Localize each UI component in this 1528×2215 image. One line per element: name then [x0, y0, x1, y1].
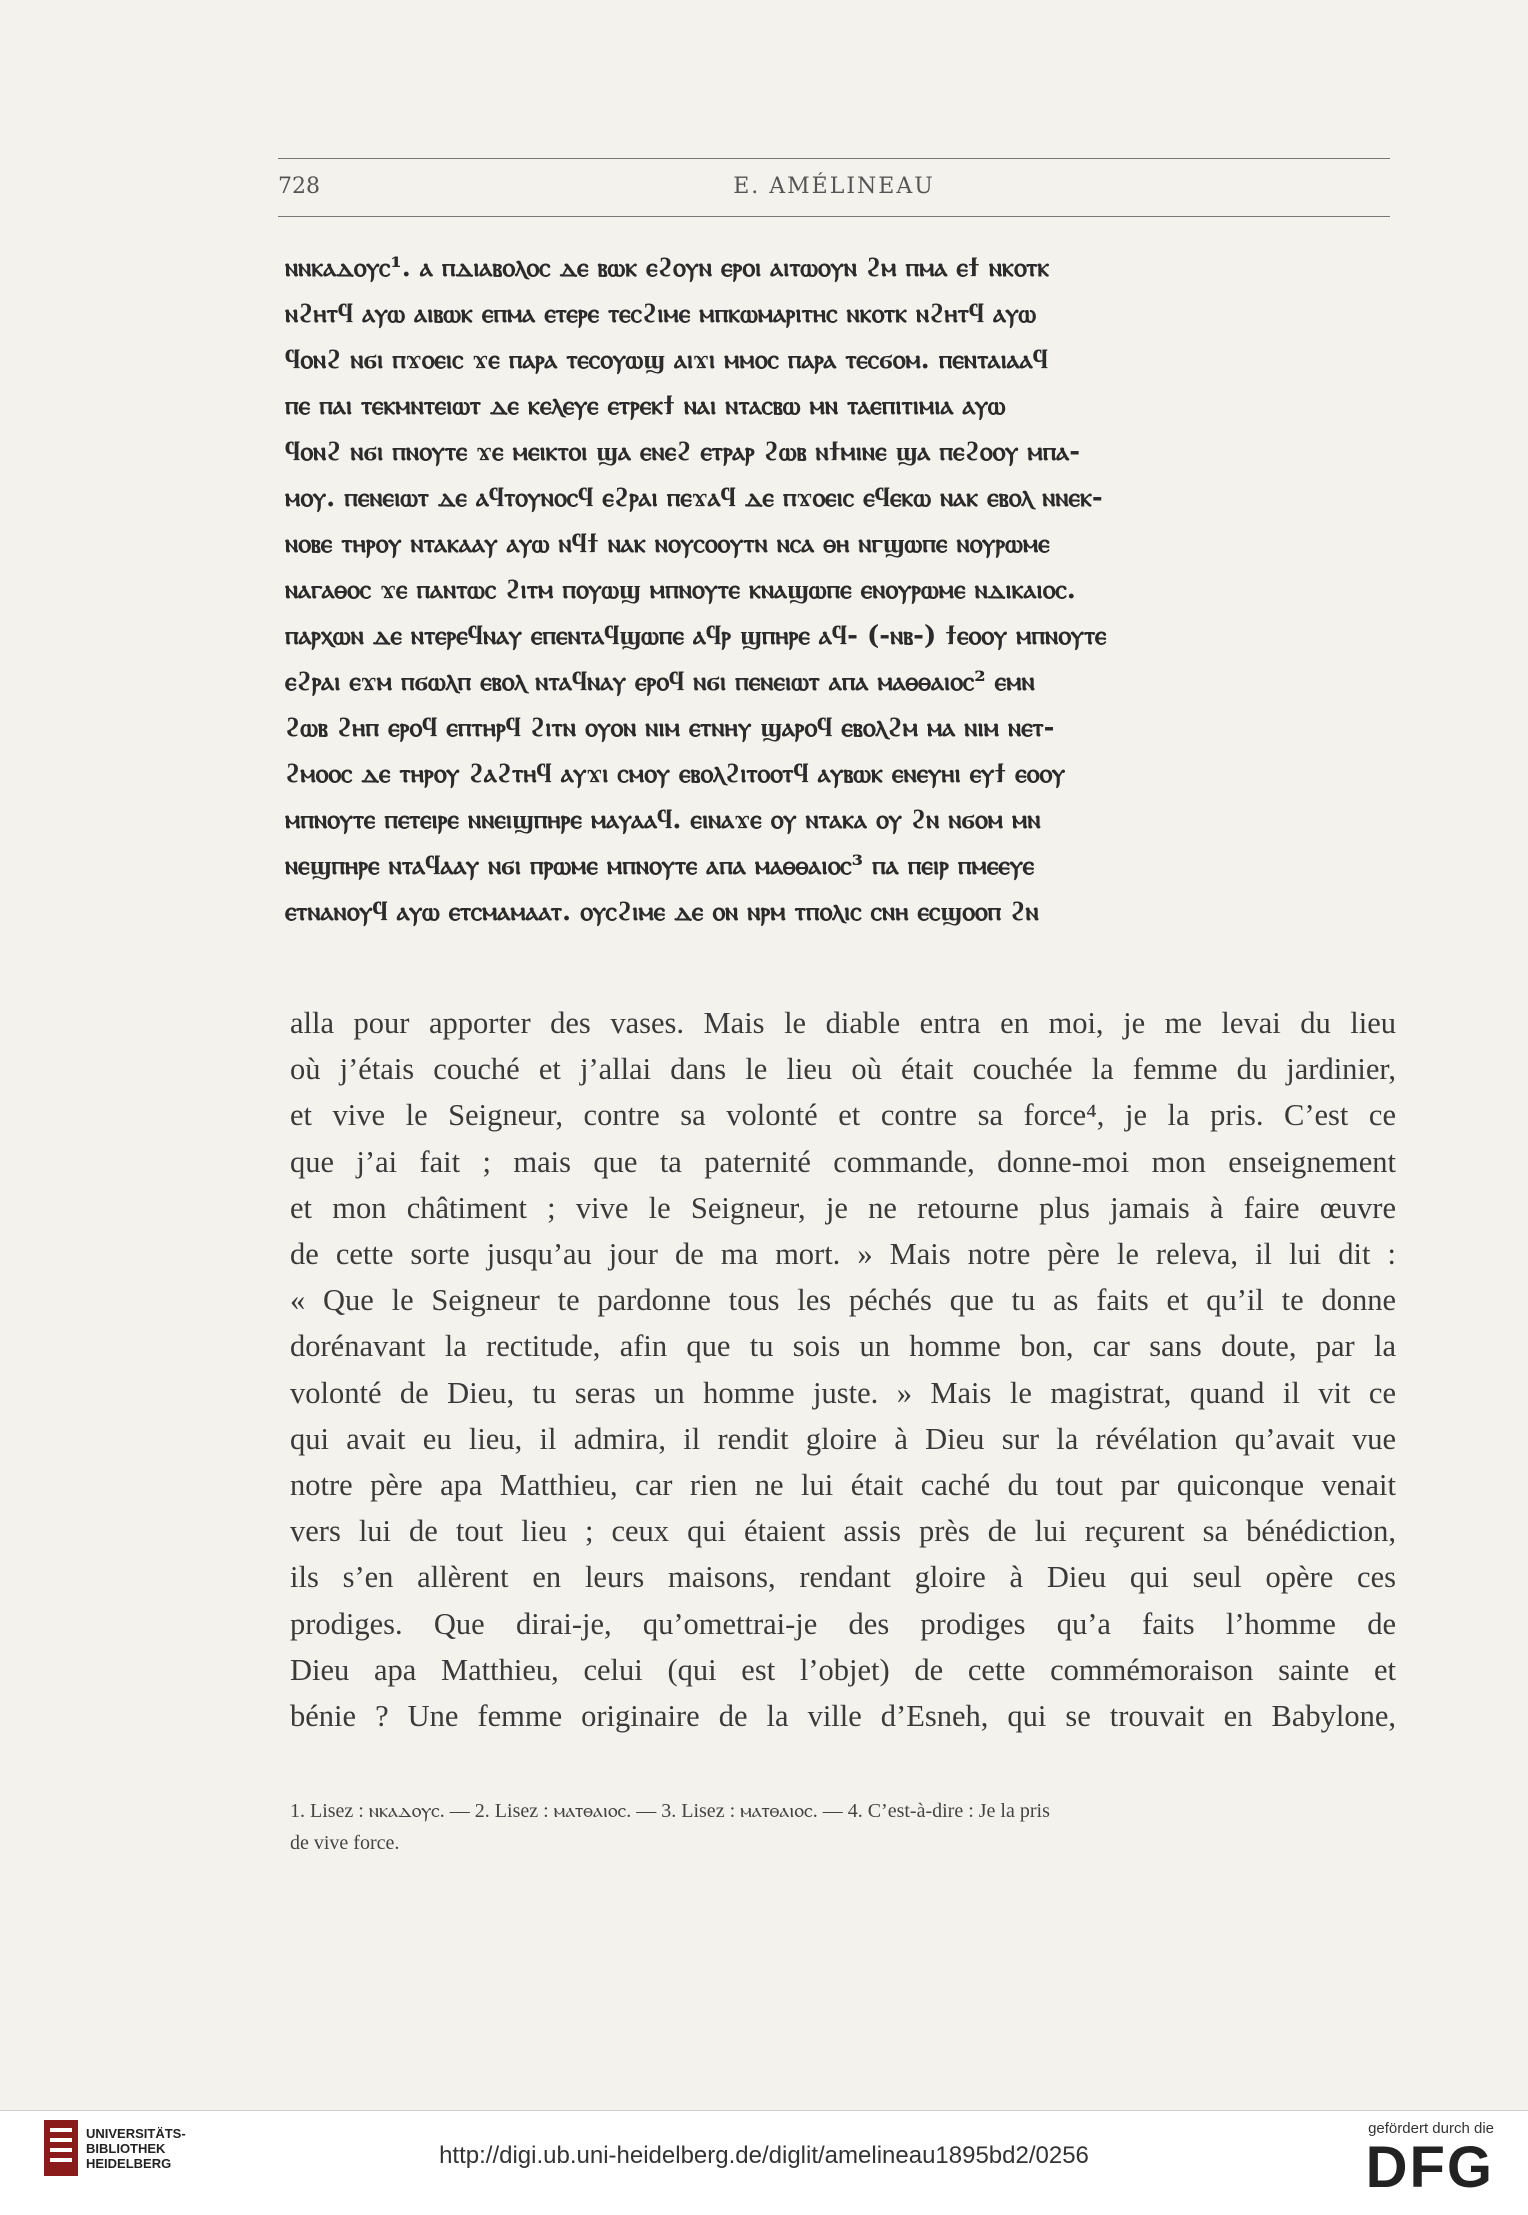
page-number: 728 — [278, 174, 320, 199]
french-line: et mon châtiment ; vive le Seigneur, je ne retourne plus jamais à faire œuvre — [290, 1190, 1396, 1225]
coptic-line: ⲙⲡⲛⲟⲩⲧⲉ ⲡⲉⲧⲉⲓⲣⲉ ⲛⲛⲉⲓϣⲡⲏⲣⲉ ⲙⲁⲩⲁⲁϥ. ⲉⲓⲛⲁϫⲉ ⲟⲩ ⲛⲧⲁⲕⲁ ⲟⲩ ϩⲛ ⲛϭⲟⲙ ⲙⲛ — [285, 805, 1041, 835]
coptic-line: ⲛⲟⲃⲉ ⲧⲏⲣⲟⲩ ⲛⲧⲁⲕⲁⲁⲩ ⲁⲩⲱ ⲛϥϯ ⲛⲁⲕ ⲛⲟⲩⲥⲟⲟⲩⲧⲛ ⲛⲥⲁ ⲑⲏ ⲛⲅϣⲱⲡⲉ ⲛⲟⲩⲣⲱⲙⲉ — [285, 529, 1050, 559]
footnote-line: 1. Lisez : ⲛⲕⲁⲇⲟⲩⲥ. — 2. Lisez : ⲙⲁⲧⲑⲁⲓⲟⲥ. — 3. Lisez : ⲙⲁⲧⲑⲁⲓⲟⲥ. — 4. C’est-à-dire : Je la pris — [290, 1800, 1050, 1822]
french-translation-block — [290, 1000, 1396, 1739]
sponsor-caption: gefördert durch die — [1368, 2120, 1494, 2137]
french-line: ils s’en allèrent en leurs maisons, rendant gloire à Dieu qui seul opère ces — [290, 1560, 1396, 1595]
coptic-line: ⲛⲛⲕⲁⲇⲟⲩⲥ¹. ⲁ ⲡⲇⲓⲁⲃⲟⲗⲟⲥ ⲇⲉ ⲃⲱⲕ ⲉϩⲟⲩⲛ ⲉⲣⲟⲓ ⲁⲓⲧⲱⲟⲩⲛ ϩⲙ ⲡⲙⲁ ⲉϯ ⲛⲕⲟⲧⲕ — [285, 253, 1050, 283]
french-line: prodiges. Que dirai-je, qu’omettrai-je des prodiges qu’a faits l’homme de — [290, 1606, 1396, 1641]
french-line: que j’ai fait ; mais que ta paternité commande, donne-moi mon enseignement — [290, 1144, 1396, 1179]
french-line: bénie ? Une femme originaire de la ville d’Esneh, qui se trouvait en Babylone, — [290, 1699, 1396, 1734]
coptic-line: ⲡⲉ ⲡⲁⲓ ⲧⲉⲕⲙⲛⲧⲉⲓⲱⲧ ⲇⲉ ⲕⲉⲗⲉⲩⲉ ⲉⲧⲣⲉⲕϯ ⲛⲁⲓ ⲛⲧⲁⲥⲃⲱ ⲙⲛ ⲧⲁⲉⲡⲓⲧⲓⲙⲓⲁ ⲁⲩⲱ — [285, 391, 1006, 421]
header-rule — [278, 216, 1390, 217]
french-line: dorénavant la rectitude, afin que tu sois un homme bon, car sans doute, par la — [290, 1329, 1396, 1364]
coptic-line: ⲉⲧⲛⲁⲛⲟⲩϥ ⲁⲩⲱ ⲉⲧⲥⲙⲁⲙⲁⲁⲧ. ⲟⲩⲥϩⲓⲙⲉ ⲇⲉ ⲟⲛ ⲛⲣⲙ ⲧⲡⲟⲗⲓⲥ ⲥⲛⲏ ⲉⲥϣⲟⲟⲡ ϩⲛ — [285, 897, 1039, 927]
footnotes — [290, 1795, 1396, 1859]
french-line: Dieu apa Matthieu, celui (qui est l’objet) de cette commémoraison sainte et — [290, 1652, 1396, 1687]
coptic-text-block — [285, 245, 1397, 935]
library-name-line: BIBLIOTHEK — [86, 2141, 166, 2156]
coptic-line: ⲛϩⲏⲧϥ ⲁⲩⲱ ⲁⲓⲃⲱⲕ ⲉⲡⲙⲁ ⲉⲧⲉⲣⲉ ⲧⲉⲥϩⲓⲙⲉ ⲙⲡⲕⲱⲙⲁⲣⲓⲧⲏⲥ ⲛⲕⲟⲧⲕ ⲛϩⲏⲧϥ ⲁⲩⲱ — [285, 299, 1037, 329]
french-line: vers lui de tout lieu ; ceux qui étaient assis près de lui reçurent sa bénédiction, — [290, 1514, 1396, 1549]
source-url-link[interactable]: http://digi.ub.uni-heidelberg.de/diglit/amelineau1895bd2/0256 — [439, 2142, 1089, 2169]
footnote-line: de vive force. — [290, 1832, 400, 1854]
top-rule — [278, 158, 1390, 159]
footer-divider — [0, 2110, 1528, 2111]
library-name-line: UNIVERSITÄTS- — [86, 2126, 186, 2141]
coptic-line: ⲡⲁⲣⲭⲱⲛ ⲇⲉ ⲛⲧⲉⲣⲉϥⲛⲁⲩ ⲉⲡⲉⲛⲧⲁϥϣⲱⲡⲉ ⲁϥⲣ ϣⲡⲏⲣⲉ ⲁϥ- (-ⲛⲃ-) ϯⲉⲟⲟⲩ ⲙⲡⲛⲟⲩⲧⲉ — [285, 621, 1107, 651]
dfg-logo-text: DFG — [1365, 2135, 1494, 2200]
french-line: « Que le Seigneur te pardonne tous les péchés que tu as faits et qu’il te donne — [290, 1283, 1396, 1318]
french-line: alla pour apporter des vases. Mais le diable entra en moi, je me levai du lieu — [290, 1006, 1396, 1040]
french-line: de cette sorte jusqu’au jour de ma mort. » Mais notre père le releva, il lui dit : — [290, 1237, 1396, 1272]
coptic-line: ϥⲟⲛϩ ⲛϭⲓ ⲡⲛⲟⲩⲧⲉ ϫⲉ ⲙⲉⲓⲕⲧⲟⲓ ϣⲁ ⲉⲛⲉϩ ⲉⲧⲣⲁⲣ ϩⲱⲃ ⲛϯⲙⲓⲛⲉ ϣⲁ ⲡⲉϩⲟⲟⲩ ⲙⲡⲁ- — [285, 437, 1081, 467]
coptic-line: ⲛⲉϣⲡⲏⲣⲉ ⲛⲧⲁϥⲁⲁⲩ ⲛϭⲓ ⲡⲣⲱⲙⲉ ⲙⲡⲛⲟⲩⲧⲉ ⲁⲡⲁ ⲙⲁⲑⲑⲁⲓⲟⲥ³ ⲡⲁ ⲡⲉⲓⲣ ⲡⲙⲉⲉⲩⲉ — [285, 851, 1035, 881]
coptic-line: ⲛⲁⲅⲁⲑⲟⲥ ϫⲉ ⲡⲁⲛⲧⲱⲥ ϩⲓⲧⲙ ⲡⲟⲩⲱϣ ⲙⲡⲛⲟⲩⲧⲉ ⲕⲛⲁϣⲱⲡⲉ ⲉⲛⲟⲩⲣⲱⲙⲉ ⲛⲇⲓⲕⲁⲓⲟⲥ. — [285, 575, 1076, 605]
coptic-line: ⲙⲟⲩ. ⲡⲉⲛⲉⲓⲱⲧ ⲇⲉ ⲁϥⲧⲟⲩⲛⲟⲥϥ ⲉϩⲣⲁⲓ ⲡⲉϫⲁϥ ⲇⲉ ⲡϫⲟⲉⲓⲥ ⲉϥⲉⲕⲱ ⲛⲁⲕ ⲉⲃⲟⲗ ⲛⲛⲉⲕ- — [285, 483, 1103, 513]
french-line: et vive le Seigneur, contre sa volonté et contre sa force⁴, je la pris. C’est ce — [290, 1098, 1396, 1133]
french-line: notre père apa Matthieu, car rien ne lui était caché du tout par quiconque venait — [290, 1468, 1396, 1503]
library-name-line: HEIDELBERG — [86, 2156, 172, 2171]
coptic-line: ⲉϩⲣⲁⲓ ⲉϫⲙ ⲡϭⲱⲗⲡ ⲉⲃⲟⲗ ⲛⲧⲁϥⲛⲁⲩ ⲉⲣⲟϥ ⲛϭⲓ ⲡⲉⲛⲉⲓⲱⲧ ⲁⲡⲁ ⲙⲁⲑⲑⲁⲓⲟⲥ² ⲉⲙⲛ — [285, 667, 1035, 697]
french-line: qui avait eu lieu, il admira, il rendit gloire à Dieu sur la révélation qu’avait vue — [290, 1421, 1396, 1456]
running-head — [278, 174, 1390, 214]
coptic-line: ϩⲙⲟⲟⲥ ⲇⲉ ⲧⲏⲣⲟⲩ ϩⲁϩⲧⲏϥ ⲁⲩϫⲓ ⲥⲙⲟⲩ ⲉⲃⲟⲗϩⲓⲧⲟⲟⲧϥ ⲁⲩⲃⲱⲕ ⲉⲛⲉⲩⲏⲓ ⲉⲩϯ ⲉⲟⲟⲩ — [285, 759, 1066, 789]
french-line: où j’étais couché et j’allai dans le lieu où était couchée la femme du jardinier, — [290, 1052, 1396, 1087]
coptic-line: ϥⲟⲛϩ ⲛϭⲓ ⲡϫⲟⲉⲓⲥ ϫⲉ ⲡⲁⲣⲁ ⲧⲉⲥⲟⲩⲱϣ ⲁⲓϫⲓ ⲙⲙⲟⲥ ⲡⲁⲣⲁ ⲧⲉⲥϭⲟⲙ. ⲡⲉⲛⲧⲁⲓⲁⲁϥ — [285, 345, 1048, 375]
french-line: volonté de Dieu, tu seras un homme juste. » Mais le magistrat, quand il vit ce — [290, 1375, 1396, 1410]
coptic-line: ϩⲱⲃ ϩⲏⲡ ⲉⲣⲟϥ ⲉⲡⲧⲏⲣϥ ϩⲓⲧⲛ ⲟⲩⲟⲛ ⲛⲓⲙ ⲉⲧⲛⲏⲩ ϣⲁⲣⲟϥ ⲉⲃⲟⲗϩⲙ ⲙⲁ ⲛⲓⲙ ⲛⲉⲧ- — [285, 713, 1055, 743]
running-head-author: E. AMÉLINEAU — [733, 174, 935, 199]
sponsor-logo[interactable] — [1314, 2120, 1494, 2200]
